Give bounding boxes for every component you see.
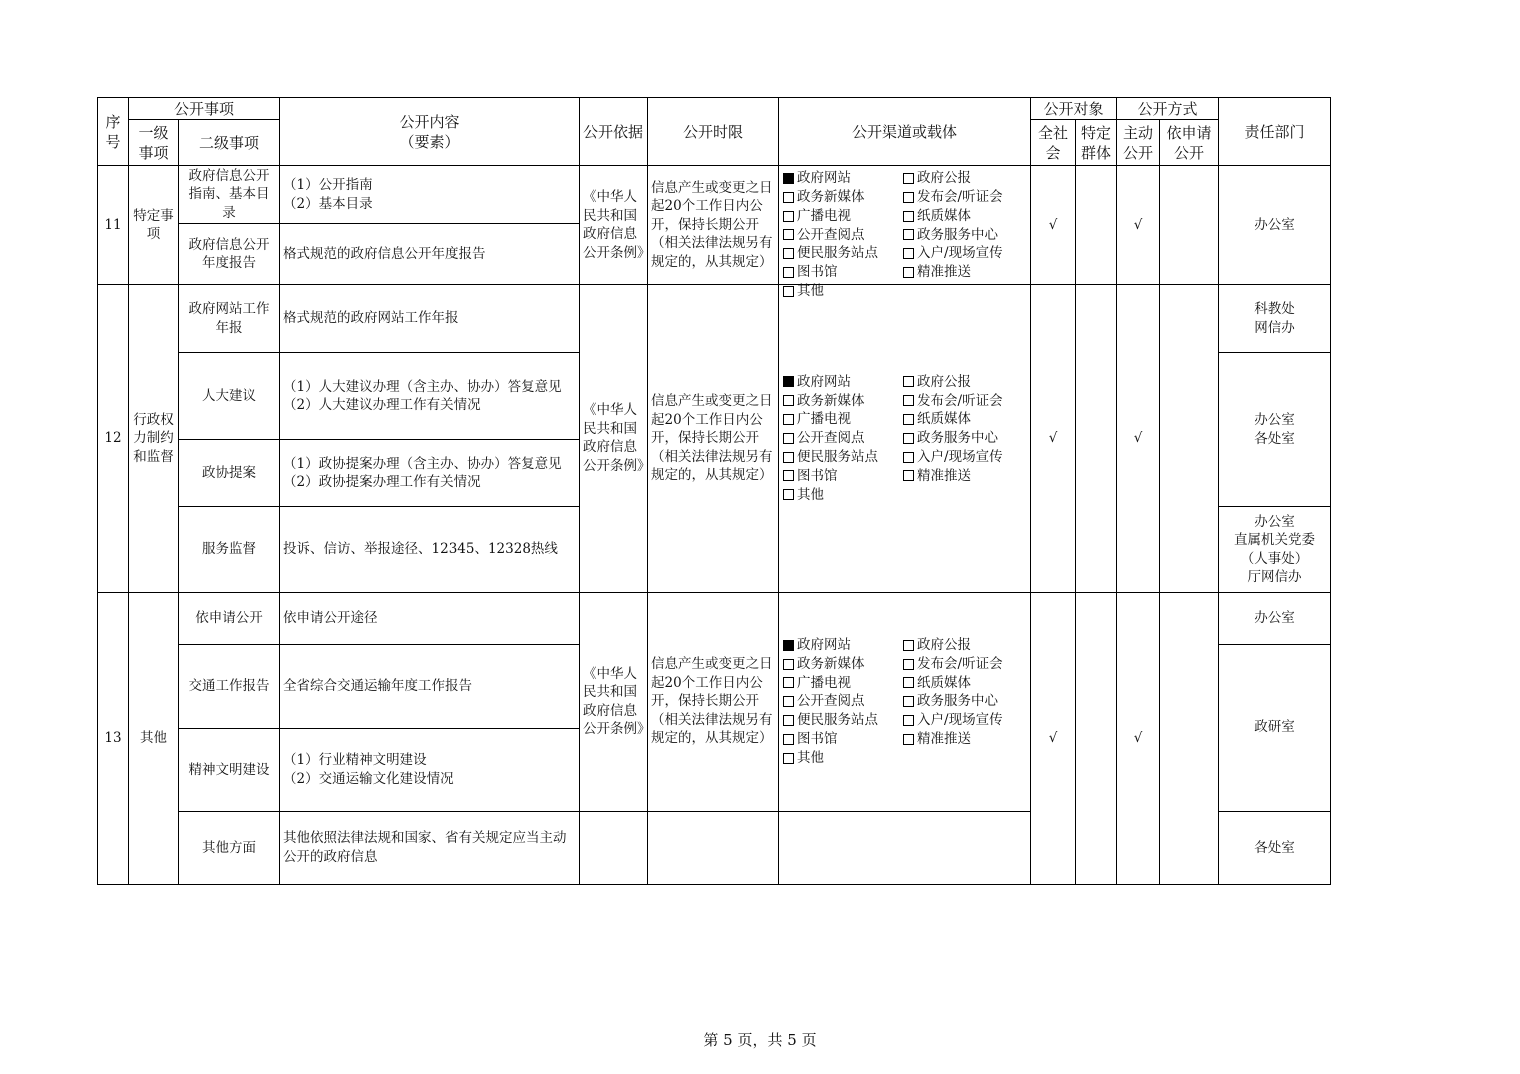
unchecked-box-icon	[783, 677, 794, 688]
channel-option-label: 广播电视	[797, 674, 852, 691]
channel-option-label: 公开查阅点	[797, 693, 865, 710]
level2-cell: 服务监督	[179, 507, 280, 592]
header-target-all: 全社会	[1031, 120, 1076, 166]
target-all-check: √	[1031, 592, 1076, 884]
basis-cell: 《中华人民共和国政府信息公开条例》	[580, 166, 648, 285]
level2-cell: 人大建议	[179, 353, 280, 440]
header-channel: 公开渠道或载体	[779, 98, 1031, 166]
level2-cell: 依申请公开	[179, 592, 280, 644]
channel-option-label: 政府网站	[797, 637, 852, 654]
header-method-request: 依申请公开	[1160, 120, 1219, 166]
header-item-group: 公开事项	[129, 98, 280, 120]
channel-row	[783, 373, 1027, 392]
target-specific-empty	[1076, 166, 1117, 285]
channel-option-label: 精准推送	[917, 467, 972, 484]
header-level2: 二级事项	[179, 120, 280, 166]
time-limit-empty	[648, 811, 779, 884]
channel-option	[783, 711, 903, 730]
channel-option	[783, 373, 903, 392]
channel-row	[783, 448, 1027, 467]
channel-option-label: 入户/现场宣传	[917, 245, 1003, 262]
channel-option-label: 政务新媒体	[797, 392, 865, 409]
channel-option-label: 政务服务中心	[917, 430, 999, 447]
channel-option	[903, 692, 998, 711]
level2-cell: 交通工作报告	[179, 644, 280, 728]
department-cell: 办公室	[1219, 592, 1331, 644]
channel-option	[783, 673, 903, 692]
unchecked-box-icon	[783, 192, 794, 203]
level2-cell: 政府信息公开年度报告	[179, 224, 280, 285]
level1-11: 特定事项	[129, 166, 179, 285]
unchecked-box-icon	[783, 659, 794, 670]
channel-option	[783, 429, 903, 448]
unchecked-box-icon	[783, 734, 794, 745]
channel-option	[783, 655, 903, 674]
department-cell: 办公室	[1219, 166, 1331, 285]
content-cell: 格式规范的政府信息公开年度报告	[280, 224, 580, 285]
page-footer: 第 5 页，共 5 页	[703, 1031, 817, 1049]
channel-option	[783, 263, 903, 282]
channel-option	[903, 169, 971, 188]
channel-row	[783, 692, 1027, 711]
unchecked-box-icon	[783, 489, 794, 500]
channel-option	[783, 692, 903, 711]
target-specific-empty	[1076, 285, 1117, 592]
time-limit-cell: 信息产生或变更之日起20个工作日内公开，保持长期公开（相关法律法规另有规定的，从其规定）	[648, 166, 779, 285]
channel-option-label: 发布会/听证会	[917, 655, 1003, 672]
channel-row	[783, 263, 1027, 282]
unchecked-box-icon	[783, 452, 794, 463]
unchecked-box-icon	[903, 433, 914, 444]
channel-option	[903, 188, 1003, 207]
unchecked-box-icon	[903, 715, 914, 726]
channel-option	[903, 429, 998, 448]
unchecked-box-icon	[903, 452, 914, 463]
channel-cell	[779, 592, 1031, 811]
channel-option	[903, 410, 971, 429]
channel-option-label: 精准推送	[917, 731, 972, 747]
unchecked-box-icon	[783, 696, 794, 707]
header-department: 责任部门	[1219, 98, 1331, 166]
channel-option-label: 便民服务站点	[797, 448, 879, 465]
content-cell: 依申请公开途径	[280, 592, 580, 644]
channel-option-label: 图书馆	[797, 264, 838, 281]
method-request-empty	[1160, 592, 1219, 884]
channel-option-label: 发布会/听证会	[917, 392, 1003, 409]
channel-option-label: 政务服务中心	[917, 693, 999, 710]
seq-12: 12	[98, 285, 129, 592]
channel-list	[783, 636, 1027, 768]
channel-option-label: 图书馆	[797, 731, 838, 747]
channel-option	[783, 169, 903, 188]
channel-option-label: 政务新媒体	[797, 655, 865, 672]
channel-option-label: 便民服务站点	[797, 245, 879, 262]
unchecked-box-icon	[903, 211, 914, 222]
channel-option-label: 政府网站	[797, 170, 852, 187]
channel-option	[783, 636, 903, 655]
channel-option-label: 政务服务中心	[917, 226, 999, 243]
channel-option-label: 便民服务站点	[797, 712, 879, 729]
level2-cell: 政府信息公开指南、基本目录	[179, 166, 280, 224]
channel-option-label: 精准推送	[917, 264, 972, 281]
channel-option	[903, 730, 971, 749]
basis-cell: 《中华人民共和国政府信息公开条例》	[580, 285, 648, 592]
unchecked-box-icon	[903, 696, 914, 707]
channel-option-label: 广播电视	[797, 411, 852, 428]
channel-option	[783, 188, 903, 207]
level2-cell: 政府网站工作年报	[179, 285, 280, 353]
content-cell: （1）人大建议办理（含主办、协办）答复意见 （2）人大建议办理工作有关情况	[280, 353, 580, 440]
checked-box-icon	[783, 173, 794, 184]
channel-option-label: 入户/现场宣传	[917, 712, 1003, 729]
unchecked-box-icon	[903, 414, 914, 425]
header-method-active: 主动公开	[1117, 120, 1160, 166]
seq-13: 13	[98, 592, 129, 884]
header-level1: 一级事项	[129, 120, 179, 166]
channel-option-label: 入户/现场宣传	[917, 448, 1003, 465]
unchecked-box-icon	[903, 192, 914, 203]
channel-empty	[779, 811, 1031, 884]
unchecked-box-icon	[783, 715, 794, 726]
channel-row	[783, 485, 1027, 504]
unchecked-box-icon	[903, 376, 914, 387]
unchecked-box-icon	[903, 659, 914, 670]
level1-13: 其他	[129, 592, 179, 884]
department-cell: 办公室 直属机关党委 （人事处） 厅网信办	[1219, 507, 1331, 592]
content-cell: （1）公开指南 （2）基本目录	[280, 166, 580, 224]
header-time-limit: 公开时限	[648, 98, 779, 166]
channel-option-label: 政务新媒体	[797, 189, 865, 206]
channel-row	[783, 467, 1027, 486]
channel-option	[783, 391, 903, 410]
channel-option-label: 图书馆	[797, 467, 838, 484]
channel-row	[783, 429, 1027, 448]
channel-option	[783, 467, 903, 486]
unchecked-box-icon	[783, 395, 794, 406]
target-all-check: √	[1031, 285, 1076, 592]
channel-option	[903, 711, 1003, 730]
channel-row	[783, 749, 1027, 768]
method-active-check: √	[1117, 592, 1160, 884]
unchecked-box-icon	[903, 173, 914, 184]
unchecked-box-icon	[783, 433, 794, 444]
department-cell: 政研室	[1219, 644, 1331, 811]
method-active-check: √	[1117, 166, 1160, 285]
channel-row	[783, 169, 1027, 188]
channel-row	[783, 226, 1027, 245]
unchecked-box-icon	[783, 753, 794, 764]
unchecked-box-icon	[783, 414, 794, 425]
channel-option-label: 发布会/听证会	[917, 189, 1003, 206]
unchecked-box-icon	[783, 267, 794, 278]
level2-cell: 政协提案	[179, 440, 280, 507]
target-specific-empty	[1076, 592, 1117, 884]
channel-option	[783, 410, 903, 429]
channel-option	[903, 673, 971, 692]
unchecked-box-icon	[903, 640, 914, 651]
channel-option-label: 公开查阅点	[797, 430, 865, 447]
channel-row	[783, 636, 1027, 655]
channel-list	[783, 169, 1027, 300]
channel-option	[903, 391, 1003, 410]
time-limit-cell: 信息产生或变更之日起20个工作日内公开，保持长期公开（相关法律法规另有规定的，从其规定）	[648, 285, 779, 592]
channel-option	[903, 263, 971, 282]
channel-option	[903, 448, 1003, 467]
content-cell: 全省综合交通运输年度工作报告	[280, 644, 580, 728]
unchecked-box-icon	[783, 229, 794, 240]
unchecked-box-icon	[903, 677, 914, 688]
channel-option	[903, 373, 971, 392]
content-cell: （1）政协提案办理（含主办、协办）答复意见 （2）政协提案办理工作有关情况	[280, 440, 580, 507]
unchecked-box-icon	[783, 470, 794, 481]
level2-cell: 精神文明建设	[179, 728, 280, 811]
channel-option	[783, 448, 903, 467]
header-basis: 公开依据	[580, 98, 648, 166]
channel-row	[783, 730, 1027, 749]
unchecked-box-icon	[783, 211, 794, 222]
unchecked-box-icon	[903, 229, 914, 240]
channel-option-label: 其他	[797, 486, 825, 503]
time-limit-cell: 信息产生或变更之日起20个工作日内公开，保持长期公开（相关法律法规另有规定的，从其规定）	[648, 592, 779, 811]
channel-option-label: 其他	[797, 283, 825, 300]
method-request-empty	[1160, 166, 1219, 285]
content-cell: 投诉、信访、举报途径、12345、12328热线	[280, 507, 580, 592]
header-target-specific: 特定群体	[1076, 120, 1117, 166]
header-method-group: 公开方式	[1117, 98, 1219, 120]
header-seq: 序号	[98, 98, 129, 166]
checked-box-icon	[783, 376, 794, 387]
channel-row	[783, 655, 1027, 674]
channel-option-label: 政府公报	[917, 637, 972, 654]
channel-option-label: 政府公报	[917, 170, 972, 187]
channel-option-label: 公开查阅点	[797, 226, 865, 243]
unchecked-box-icon	[903, 395, 914, 406]
content-cell: 格式规范的政府网站工作年报	[280, 285, 580, 353]
unchecked-box-icon	[903, 734, 914, 745]
department-cell: 科教处 网信办	[1219, 285, 1331, 353]
unchecked-box-icon	[903, 248, 914, 259]
channel-row	[783, 711, 1027, 730]
channel-option	[783, 730, 903, 749]
channel-option	[903, 207, 971, 226]
channel-row	[783, 391, 1027, 410]
basis-empty	[580, 811, 648, 884]
channel-option	[903, 467, 971, 486]
channel-cell	[779, 166, 1031, 300]
unchecked-box-icon	[783, 286, 794, 297]
channel-row	[783, 244, 1027, 263]
channel-option-label: 其他	[797, 749, 825, 766]
unchecked-box-icon	[903, 470, 914, 481]
channel-option	[783, 282, 903, 301]
header-content: 公开内容 （要素）	[280, 98, 580, 166]
channel-row	[783, 188, 1027, 207]
channel-option-label: 政府公报	[917, 373, 972, 390]
level2-cell: 其他方面	[179, 811, 280, 884]
channel-list	[783, 373, 1027, 505]
channel-option-label: 纸质媒体	[917, 207, 972, 224]
department-cell: 各处室	[1219, 811, 1331, 884]
channel-option	[903, 244, 1003, 263]
channel-option	[783, 226, 903, 245]
method-active-check: √	[1117, 285, 1160, 592]
channel-option	[903, 226, 998, 245]
channel-option	[783, 244, 903, 263]
checked-box-icon	[783, 640, 794, 651]
seq-11: 11	[98, 166, 129, 285]
channel-option	[783, 485, 903, 504]
basis-cell: 《中华人民共和国政府信息公开条例》	[580, 592, 648, 811]
target-all-check: √	[1031, 166, 1076, 285]
header-target-group: 公开对象	[1031, 98, 1117, 120]
content-cell: 其他依照法律法规和国家、省有关规定应当主动公开的政府信息	[280, 811, 580, 884]
unchecked-box-icon	[903, 267, 914, 278]
channel-row	[783, 410, 1027, 429]
channel-option-label: 纸质媒体	[917, 674, 972, 691]
channel-cell	[779, 285, 1031, 592]
channel-option	[903, 655, 1003, 674]
level1-12: 行政权力制约和监督	[129, 285, 179, 592]
channel-option-label: 广播电视	[797, 207, 852, 224]
channel-option	[783, 749, 903, 768]
content-cell: （1）行业精神文明建设 （2）交通运输文化建设情况	[280, 728, 580, 811]
channel-row	[783, 207, 1027, 226]
channel-option	[783, 207, 903, 226]
disclosure-table	[97, 97, 1331, 885]
method-request-empty	[1160, 285, 1219, 592]
channel-option	[903, 636, 971, 655]
channel-row	[783, 673, 1027, 692]
channel-option-label: 政府网站	[797, 373, 852, 390]
channel-option-label: 纸质媒体	[917, 411, 972, 428]
department-cell: 办公室 各处室	[1219, 353, 1331, 507]
unchecked-box-icon	[783, 248, 794, 259]
